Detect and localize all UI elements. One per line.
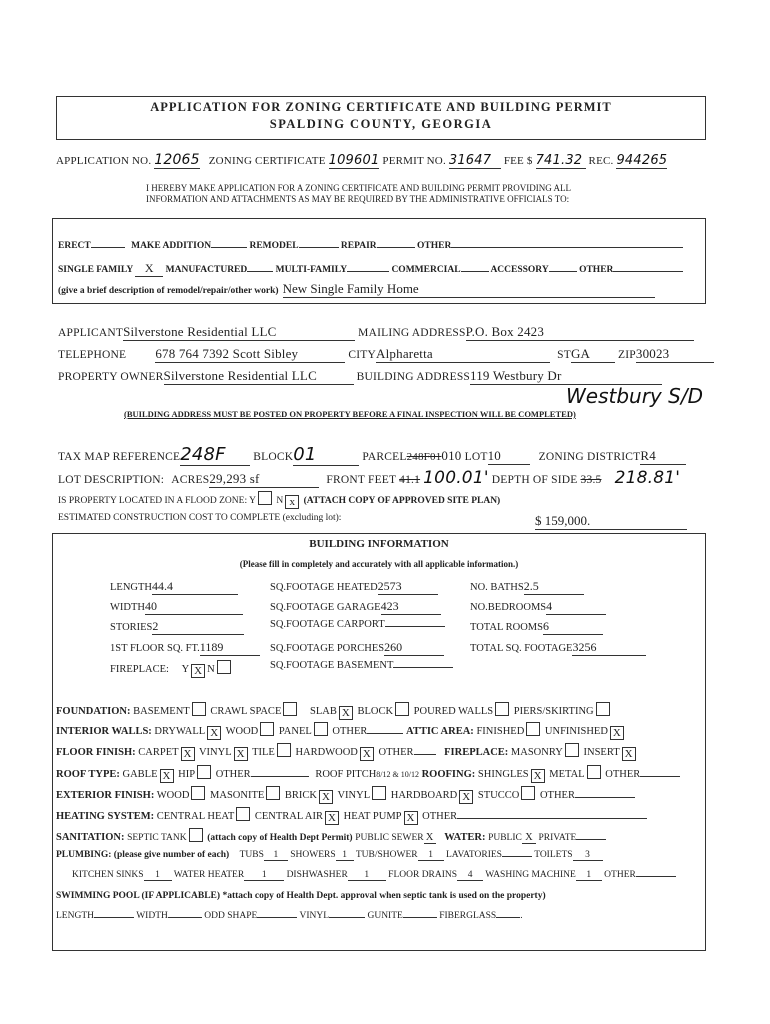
baths-field: NO. BATHS2.5 [470, 579, 584, 595]
exterior-finish-row: EXTERIOR FINISH: WOOD MASONITE BRICK X VINYL HARDBOARD X STUCCO OTHER [56, 786, 635, 804]
drywall-checkbox[interactable]: X [207, 726, 221, 740]
metal-checkbox[interactable] [587, 765, 601, 779]
single-family-label: SINGLE FAMILY [58, 265, 133, 275]
permit-no-value[interactable]: 31647 [449, 153, 501, 169]
garage-value[interactable]: 423 [381, 599, 441, 615]
tubs-value[interactable]: 1 [264, 850, 288, 861]
roof-type-row: ROOF TYPE: GABLE X HIP OTHER ROOF PITCH8/12 & 10/12 ROOFING: SHINGLES X METAL OTHER [56, 765, 680, 783]
applicant-label: APPLICANT [58, 327, 124, 339]
parcel-label: PARCEL [362, 451, 407, 463]
insert-checkbox[interactable]: X [622, 747, 636, 761]
owner-value[interactable]: Silverstone Residential LLC [164, 368, 354, 385]
flood-note: (ATTACH COPY OF APPROVED SITE PLAN) [303, 496, 501, 506]
permit-no-label: PERMIT NO. [382, 155, 446, 167]
state-label: ST [557, 349, 571, 361]
front-feet-label: FRONT FEET [326, 474, 397, 486]
manufactured-field[interactable] [247, 271, 273, 272]
hardboard-checkbox[interactable]: X [459, 790, 473, 804]
depth-value[interactable]: 218.81' [614, 468, 681, 488]
garage-field: SQ.FOOTAGE GARAGE423 [270, 599, 441, 615]
lot-label: LOT [464, 451, 488, 463]
septic-checkbox[interactable] [189, 828, 203, 842]
repair-label: REPAIR [340, 241, 377, 251]
basement-field: SQ.FOOTAGE BASEMENT [270, 660, 453, 671]
building-instructions: (Please fill in completely and accurately with all applicable information.) [239, 559, 519, 569]
carpet-checkbox[interactable]: X [181, 747, 195, 761]
intro-text: I HEREBY MAKE APPLICATION FOR A ZONING CERTIFICATE AND BUILDING PERMIT PROVIDING ALL INFORMATION AND ATTACHMENTS AS MAY BE REQUIRED BY THE ADMINISTRATIVE OFFICIALS TO: [146, 183, 571, 204]
acres-label: ACRES [171, 474, 210, 486]
lot-value[interactable]: 10 [488, 448, 530, 465]
building-address-value[interactable]: 119 Westbury Dr [470, 368, 662, 385]
carport-value[interactable] [385, 626, 445, 627]
dishwasher-value[interactable]: 1 [348, 870, 386, 881]
tax-map-value[interactable]: 248F [180, 444, 250, 466]
accessory-label: ACCESSORY [490, 265, 549, 275]
slab-checkbox[interactable]: X [339, 706, 353, 720]
plumbing-row: PLUMBING: (please give number of each) TUBS 1 SHOWERS 1 TUB/SHOWER 1 LAVATORIES TOILETS 3 [56, 850, 603, 861]
porches-field: SQ.FOOTAGE PORCHES260 [270, 640, 444, 656]
central-air-checkbox[interactable]: X [325, 811, 339, 825]
stories-value[interactable]: 2 [152, 619, 244, 635]
pool-length-field[interactable] [94, 917, 134, 918]
front-struck: 41.1 [399, 474, 421, 486]
carport-field: SQ.FOOTAGE CARPORT [270, 619, 445, 630]
cost-row [58, 513, 341, 523]
roof-pitch-value[interactable]: 8/12 & 10/12 [376, 770, 419, 779]
water-heater-value[interactable]: 1 [244, 870, 284, 881]
multi-family-label: MULTI-FAMILY [275, 265, 348, 275]
private-water-field[interactable] [576, 839, 606, 840]
wood-wall-checkbox[interactable] [260, 722, 274, 736]
length-value[interactable]: 44.4 [152, 579, 238, 595]
heated-field: SQ.FOOTAGE HEATED2573 [270, 579, 438, 595]
crawl-space-checkbox[interactable] [283, 702, 297, 716]
app-no-label: APPLICATION NO. [56, 155, 152, 167]
state-value[interactable]: GA [571, 346, 615, 363]
basement-value[interactable] [393, 667, 453, 668]
owner-label: PROPERTY OWNER [58, 371, 164, 383]
zoning-cert-value[interactable]: 109601 [328, 153, 380, 168]
width-field: WIDTH40 [110, 599, 243, 615]
erect-field[interactable] [91, 247, 125, 248]
hip-checkbox[interactable] [197, 765, 211, 779]
other-label: OTHER [417, 241, 452, 251]
applicant-row [58, 324, 694, 341]
poured-walls-checkbox[interactable] [495, 702, 509, 716]
public-water-field[interactable]: X [522, 832, 536, 844]
baths-value[interactable]: 2.5 [524, 579, 584, 595]
central-heat-checkbox[interactable] [236, 807, 250, 821]
manufactured-label: MANUFACTURED [165, 265, 248, 275]
other2-field[interactable] [613, 271, 683, 272]
fiberglass-field[interactable] [496, 917, 520, 918]
single-family-field[interactable]: X [135, 261, 163, 277]
lot-description-row [58, 468, 680, 488]
depth-label: DEPTH OF SIDE [491, 474, 578, 486]
bedrooms-field: NO.BEDROOMS4 [470, 599, 606, 615]
fireplace-field: FIREPLACE: Y X N [110, 660, 233, 678]
tax-map-row [58, 444, 686, 466]
total-sqft-value[interactable]: 3256 [572, 640, 646, 656]
remodel-field[interactable] [299, 247, 339, 248]
zip-label: ZIP [618, 349, 636, 361]
floor-finish-row: FLOOR FINISH: CARPET X VINYL X TILE HARDWOOD X OTHER FIREPLACE: MASONRY INSERT X [56, 743, 638, 761]
other-field[interactable] [451, 247, 683, 248]
building-info-box [52, 533, 706, 951]
attic-finished-checkbox[interactable] [526, 722, 540, 736]
pool-dimensions-row: LENGTH WIDTH ODD SHAPE VINYL GUNITE FIBERGLASS . [56, 911, 523, 921]
flood-no-checkbox[interactable]: x [285, 495, 299, 509]
bedrooms-value[interactable]: 4 [546, 599, 606, 615]
heat-pump-checkbox[interactable]: X [404, 811, 418, 825]
exterior-vinyl-checkbox[interactable] [372, 786, 386, 800]
vinyl-floor-checkbox[interactable]: X [234, 747, 248, 761]
multi-family-field[interactable] [347, 271, 389, 272]
mailing-label: MAILING ADDRESS [358, 327, 466, 339]
flood-no-label: N [276, 496, 284, 506]
repair-field[interactable] [377, 247, 415, 248]
telephone-row [58, 346, 714, 363]
addition-label: MAKE ADDITION [131, 241, 212, 251]
flood-zone-label: IS PROPERTY LOCATED IN A FLOOD ZONE: [58, 496, 248, 506]
acres-value[interactable]: 29,293 sf [209, 471, 319, 488]
stories-field: STORIES2 [110, 619, 244, 635]
accessory-field[interactable] [549, 271, 577, 272]
cost-value-wrap [535, 512, 687, 530]
work-type-row-2 [58, 261, 683, 277]
gable-checkbox[interactable]: X [160, 769, 174, 783]
length-field: LENGTH44.4 [110, 579, 238, 595]
fireplace-yes-checkbox[interactable]: X [191, 664, 205, 678]
plumbing-row-2: KITCHEN SINKS 1 WATER HEATER 1 DISHWASHER 1 FLOOR DRAINS 4 WASHING MACHINE 1 OTHER [56, 870, 676, 881]
foundation-row: FOUNDATION: BASEMENT CRAWL SPACE SLAB X BLOCK POURED WALLS PIERS/SKIRTING [56, 702, 612, 720]
fireplace-no-checkbox[interactable] [217, 660, 231, 674]
width-value[interactable]: 40 [145, 599, 243, 615]
pool-width-field[interactable] [168, 917, 202, 918]
owner-row [58, 368, 662, 385]
work-description-row [58, 280, 655, 298]
attic-unfinished-checkbox[interactable]: X [610, 726, 624, 740]
city-value[interactable]: Alpharetta [376, 346, 550, 363]
washing-machine-value[interactable]: 1 [576, 870, 602, 881]
basement-checkbox[interactable] [192, 702, 206, 716]
remodel-label: REMODEL [249, 241, 299, 251]
building-heading: BUILDING INFORMATION [309, 538, 449, 550]
work-type-row-1 [58, 241, 683, 251]
masonry-checkbox[interactable] [565, 743, 579, 757]
commercial-field[interactable] [461, 271, 489, 272]
tile-checkbox[interactable] [277, 743, 291, 757]
cost-label: ESTIMATED CONSTRUCTION COST TO COMPLETE (excluding lot): [58, 513, 342, 523]
city-label: CITY [348, 349, 377, 361]
building-address-label: BUILDING ADDRESS [356, 371, 471, 383]
pool-row: SWIMMING POOL (IF APPLICABLE) *attach copy of Health Dept. approval when septic tank is used on the property) [56, 891, 546, 901]
telephone-value[interactable]: 678 764 7392 Scott Sibley [155, 346, 345, 363]
parcel-value[interactable]: 010 [441, 448, 462, 463]
block-checkbox[interactable] [395, 702, 409, 716]
application-numbers-row [56, 152, 667, 169]
work-desc-value[interactable]: New Single Family Home [283, 281, 655, 298]
rooms-field: TOTAL ROOMS6 [470, 619, 603, 635]
lot-desc-label: LOT DESCRIPTION: [58, 474, 165, 486]
piers-checkbox[interactable] [596, 702, 610, 716]
zip-value[interactable]: 30023 [636, 346, 714, 363]
brick-checkbox[interactable]: X [319, 790, 333, 804]
tax-map-label: TAX MAP REFERENCE [58, 451, 181, 463]
mailing-value[interactable]: P.O. Box 2423 [466, 324, 694, 341]
fee-value[interactable]: 741.32 [536, 153, 586, 169]
shingles-checkbox[interactable]: X [531, 769, 545, 783]
erect-label: ERECT [58, 241, 91, 251]
showers-value[interactable]: 1 [336, 850, 354, 861]
zoning-district-value[interactable]: R4 [640, 448, 686, 465]
interior-walls-row: INTERIOR WALLS: DRYWALL X WOOD PANEL OTHER ATTIC AREA: FINISHED UNFINISHED X [56, 722, 626, 740]
first-floor-value[interactable]: 1189 [200, 640, 260, 656]
flood-yes-label: Y [249, 496, 256, 506]
exterior-wood-checkbox[interactable] [191, 786, 205, 800]
rec-value[interactable]: 944265 [616, 153, 668, 168]
zoning-district-label: ZONING DISTRICT [538, 451, 641, 463]
commercial-label: COMMERCIAL [391, 265, 461, 275]
applicant-value[interactable]: Silverstone Residential LLC [123, 324, 355, 341]
work-desc-label: (give a brief description of remodel/repair/other work) [58, 286, 279, 296]
odd-shape-field[interactable] [257, 917, 297, 918]
rec-label: REC. [588, 155, 614, 167]
addition-field[interactable] [211, 247, 247, 248]
depth-struck: 33.5 [580, 474, 602, 486]
county-title: SPALDING COUNTY, GEORGIA [269, 117, 493, 131]
porches-value[interactable]: 260 [384, 640, 444, 656]
zoning-cert-label: ZONING CERTIFICATE [208, 155, 326, 167]
panel-checkbox[interactable] [314, 722, 328, 736]
lavatories-value[interactable] [502, 856, 532, 857]
tub-shower-value[interactable]: 1 [418, 850, 444, 861]
cost-value[interactable]: $ 159,000. [535, 513, 687, 530]
subdivision-handwritten: Westbury S/D [566, 384, 703, 408]
heating-row: HEATING SYSTEM: CENTRAL HEAT CENTRAL AIR X HEAT PUMP X OTHER [56, 807, 647, 825]
total-sqft-field: TOTAL SQ. FOOTAGE3256 [470, 640, 646, 656]
flood-yes-checkbox[interactable] [258, 491, 272, 505]
block-label: BLOCK [253, 451, 294, 463]
kitchen-sinks-value[interactable]: 1 [144, 870, 172, 881]
hardwood-checkbox[interactable]: X [360, 747, 374, 761]
flood-zone-row [58, 491, 500, 509]
other2-label: OTHER [579, 265, 614, 275]
first-floor-field: 1ST FLOOR SQ. FT.1189 [110, 640, 260, 656]
telephone-label: TELEPHONE [58, 349, 127, 361]
gunite-field[interactable] [403, 917, 437, 918]
form-title: APPLICATION FOR ZONING CERTIFICATE AND BUILDING PERMIT [150, 100, 612, 114]
sanitation-row: SANITATION: SEPTIC TANK (attach copy of Health Dept Permit) PUBLIC SEWER X WATER: PUBLIC X PRIVATE [56, 828, 606, 844]
rooms-value[interactable]: 6 [543, 619, 603, 635]
public-sewer-field[interactable]: X [424, 832, 436, 844]
pool-vinyl-field[interactable] [329, 917, 365, 918]
parcel-struck: 248F01 [406, 451, 442, 463]
floor-drains-value[interactable]: 4 [457, 870, 483, 881]
toilets-value[interactable]: 3 [573, 850, 603, 861]
masonite-checkbox[interactable] [266, 786, 280, 800]
heated-value[interactable]: 2573 [378, 579, 438, 595]
stucco-checkbox[interactable] [521, 786, 535, 800]
block-value[interactable]: 01 [293, 444, 359, 466]
fee-label: FEE $ [503, 155, 533, 167]
app-no-value[interactable]: 12065 [154, 152, 200, 168]
post-notice: (BUILDING ADDRESS MUST BE POSTED ON PROPERTY BEFORE A FINAL INSPECTION WILL BE COMPLETED) [124, 409, 576, 419]
front-value[interactable]: 100.01' [423, 468, 489, 488]
